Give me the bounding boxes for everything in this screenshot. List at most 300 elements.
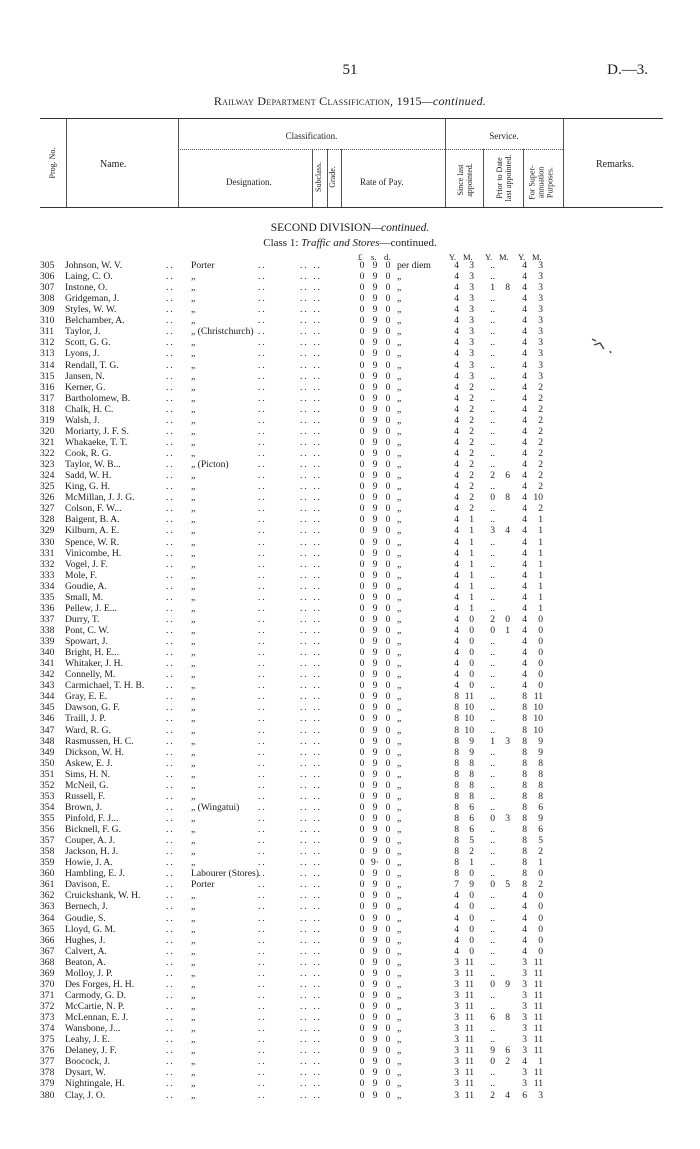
- pay-period: „: [397, 879, 402, 891]
- pay-pounds: 0: [359, 658, 365, 670]
- pay-period: „: [397, 857, 402, 869]
- employee-name: Russell, F.: [65, 790, 106, 802]
- since-last-months: 3: [469, 348, 474, 360]
- leader-dots: ..: [258, 304, 267, 316]
- since-last-years: 8: [454, 868, 459, 880]
- prior-months: 8: [505, 282, 510, 294]
- table-row: [0, 769, 700, 780]
- pay-pence: 0: [385, 923, 391, 935]
- since-last-months: 1: [469, 857, 474, 869]
- pay-shillings: 9: [372, 956, 378, 968]
- pay-shillings: 9: [372, 470, 378, 482]
- designation: „: [191, 547, 196, 559]
- leader-dots: ..: [258, 691, 267, 703]
- table-row: [0, 713, 700, 724]
- since-last-years: 8: [454, 691, 459, 703]
- leader-dots: ..: [258, 591, 267, 603]
- superannuation-months: 1: [538, 857, 543, 869]
- since-last-months: 0: [469, 669, 474, 681]
- designation: „: [191, 779, 196, 791]
- pay-shillings: 9: [372, 459, 378, 471]
- table-row: [0, 802, 700, 813]
- pay-period: „: [397, 868, 402, 880]
- since-last-months: 0: [469, 647, 474, 659]
- superannuation-months: 1: [538, 558, 543, 570]
- prog-no: 311: [40, 326, 55, 338]
- superannuation-years: 8: [522, 713, 527, 725]
- table-row: [0, 758, 700, 769]
- since-last-years: 4: [454, 658, 459, 670]
- superannuation-months: 2: [538, 481, 543, 493]
- since-last-months: 2: [469, 470, 474, 482]
- leader-dots: ..: [166, 392, 175, 404]
- designation: „: [191, 436, 196, 448]
- superannuation-years: 4: [522, 403, 527, 415]
- since-last-years: 4: [454, 282, 459, 294]
- superannuation-years: 4: [522, 315, 527, 327]
- prog-no: 343: [40, 680, 55, 692]
- table-row: [0, 824, 700, 835]
- leader-dots: .. ..: [300, 945, 322, 957]
- pay-pounds: 0: [359, 835, 365, 847]
- prog-no: 317: [40, 392, 55, 404]
- leader-dots: .. ..: [300, 757, 322, 769]
- designation: „: [191, 890, 196, 902]
- employee-name: Jansen, N.: [65, 370, 105, 382]
- since-last-years: 8: [454, 857, 459, 869]
- since-last-years: 3: [454, 1067, 459, 1079]
- table-row: [0, 525, 700, 536]
- superannuation-years: 4: [522, 934, 527, 946]
- leader-dots: .. ..: [300, 459, 322, 471]
- leader-dots: ..: [166, 724, 175, 736]
- prior-months: 8: [505, 1012, 510, 1024]
- prior-months: 9: [505, 978, 510, 990]
- table-row: [0, 537, 700, 548]
- superannuation-years: 8: [522, 702, 527, 714]
- leader-dots: ..: [166, 879, 175, 891]
- superannuation-months: 1: [538, 602, 543, 614]
- pay-period: „: [397, 569, 402, 581]
- pay-pence: 0: [385, 624, 391, 636]
- superannuation-years: 3: [522, 1078, 527, 1090]
- leader-dots: ..: [166, 901, 175, 913]
- since-last-years: 4: [454, 304, 459, 316]
- leader-dots: ..: [166, 558, 175, 570]
- leader-dots: ..: [166, 337, 175, 349]
- leader-dots: ..: [166, 658, 175, 670]
- since-last-months: 0: [469, 658, 474, 670]
- since-last-months: 11: [464, 1045, 474, 1057]
- pay-pounds: 0: [359, 1067, 365, 1079]
- prior-months: 1: [505, 624, 510, 636]
- pay-pounds: 0: [359, 260, 365, 271]
- table-row: [0, 680, 700, 691]
- pay-pounds: 0: [359, 326, 365, 338]
- header-since-last: Since last appointed.: [456, 163, 474, 197]
- pay-pence: 0: [385, 945, 391, 957]
- since-last-months: 11: [464, 1001, 474, 1013]
- superannuation-months: 9: [538, 735, 543, 747]
- employee-name: McCartie, N. P.: [65, 1001, 125, 1013]
- since-last-months: 11: [464, 1034, 474, 1046]
- prior-years: ..: [490, 591, 495, 603]
- header-superannuation: For Super-annuation Purposes.: [527, 165, 555, 200]
- leader-dots: ..: [166, 636, 175, 648]
- prog-no: 355: [40, 813, 55, 824]
- employee-name: Cook, R. G.: [65, 448, 112, 460]
- prog-no: 332: [40, 558, 55, 570]
- since-last-months: 2: [469, 459, 474, 471]
- table-row: [0, 736, 700, 747]
- superannuation-months: 2: [538, 425, 543, 437]
- prior-months: 3: [505, 813, 510, 824]
- since-last-months: 1: [469, 536, 474, 548]
- prog-no: 339: [40, 636, 55, 648]
- superannuation-months: 0: [538, 658, 543, 670]
- leader-dots: .. ..: [300, 525, 322, 537]
- pay-shillings: 9: [372, 1023, 378, 1035]
- designation: „: [191, 680, 196, 692]
- designation: „: [191, 945, 196, 957]
- pay-shillings: 9: [372, 746, 378, 758]
- employee-name: Brown, J.: [65, 801, 103, 813]
- designation: „: [191, 348, 196, 360]
- prog-no: 310: [40, 315, 55, 327]
- leader-dots: ..: [166, 448, 175, 460]
- superannuation-years: 3: [522, 1012, 527, 1024]
- pay-pence: 0: [385, 525, 391, 537]
- leader-dots: .. ..: [300, 1045, 322, 1057]
- since-last-years: 8: [454, 757, 459, 769]
- pay-shillings: 9: [372, 768, 378, 780]
- pay-pence: 0: [385, 1023, 391, 1035]
- leader-dots: ..: [258, 536, 267, 548]
- pay-shillings: 9: [372, 757, 378, 769]
- table-row: [0, 1012, 700, 1023]
- pay-pounds: 0: [359, 669, 365, 681]
- employee-name: Durry, T.: [65, 613, 100, 625]
- superannuation-months: 6: [538, 801, 543, 813]
- header-service: Service.: [489, 131, 519, 141]
- leader-dots: ..: [258, 724, 267, 736]
- prior-years: ..: [490, 790, 495, 802]
- table-row: [0, 1078, 700, 1089]
- header-name: Name.: [100, 159, 127, 170]
- designation: Porter: [191, 879, 215, 891]
- since-last-years: 4: [454, 436, 459, 448]
- designation: „: [191, 934, 196, 946]
- designation: Labourer (Stores): [191, 868, 259, 880]
- superannuation-years: 4: [522, 580, 527, 592]
- employee-name: McMillan, J. J. G.: [65, 492, 135, 504]
- table-row: [0, 614, 700, 625]
- superannuation-years: 4: [522, 591, 527, 603]
- prior-years: ..: [490, 967, 495, 979]
- pay-pence: 0: [385, 602, 391, 614]
- pay-pounds: 0: [359, 503, 365, 515]
- since-last-years: 4: [454, 558, 459, 570]
- superannuation-months: 2: [538, 503, 543, 515]
- pay-pounds: 0: [359, 370, 365, 382]
- employee-name: Goudie, S.: [65, 912, 106, 924]
- prog-no: 335: [40, 591, 55, 603]
- leader-dots: ..: [258, 1012, 267, 1024]
- superannuation-months: 3: [538, 315, 543, 327]
- superannuation-months: 0: [538, 868, 543, 880]
- since-last-months: 10: [464, 724, 474, 736]
- pay-pounds: 0: [359, 448, 365, 460]
- table-row: [0, 879, 700, 890]
- pay-shillings: 9: [372, 680, 378, 692]
- superannuation-months: 10: [533, 713, 543, 725]
- leader-dots: ..: [166, 547, 175, 559]
- employee-name: Moriarty, J. F. S.: [65, 425, 129, 437]
- superannuation-months: 1: [538, 536, 543, 548]
- pay-period: „: [397, 813, 402, 824]
- table-row: [0, 271, 700, 282]
- superannuation-years: 4: [522, 271, 527, 283]
- employee-name: Askew, E. J.: [65, 757, 113, 769]
- header-remarks: Remarks.: [596, 159, 635, 170]
- leader-dots: .. ..: [300, 503, 322, 515]
- since-last-years: 4: [454, 348, 459, 360]
- superannuation-years: 8: [522, 857, 527, 869]
- leader-dots: ..: [166, 1034, 175, 1046]
- pay-shillings: 9: [372, 348, 378, 360]
- leader-dots: .. ..: [300, 989, 322, 1001]
- prior-years: ..: [490, 1034, 495, 1046]
- division-suffix: —continued.: [370, 222, 430, 234]
- pay-pence: 0: [385, 1089, 391, 1101]
- employee-name: Gray, E. E.: [65, 691, 108, 703]
- pay-period: „: [397, 989, 402, 1001]
- leader-dots: .. ..: [300, 713, 322, 725]
- prior-years: ..: [490, 768, 495, 780]
- leader-dots: ..: [258, 757, 267, 769]
- pay-period: „: [397, 669, 402, 681]
- since-last-months: 0: [469, 680, 474, 692]
- prior-years: ..: [490, 824, 495, 836]
- table-row: [0, 581, 700, 592]
- superannuation-months: 0: [538, 912, 543, 924]
- employee-name: Carmody, G. D.: [65, 989, 126, 1001]
- prog-no: 359: [40, 857, 55, 869]
- employee-name: Boocock, J.: [65, 1056, 111, 1068]
- superannuation-years: 4: [522, 636, 527, 648]
- employee-name: Sims, H. N.: [65, 768, 111, 780]
- since-last-years: 4: [454, 647, 459, 659]
- leader-dots: ..: [166, 370, 175, 382]
- pay-period: per diem: [397, 260, 431, 271]
- pay-pence: 0: [385, 1001, 391, 1013]
- pay-shillings: 9: [372, 1001, 378, 1013]
- leader-dots: ..: [258, 713, 267, 725]
- superannuation-years: 4: [522, 414, 527, 426]
- leader-dots: .. ..: [300, 879, 322, 891]
- employee-name: Spowart, J.: [65, 636, 108, 648]
- prog-no: 367: [40, 945, 55, 957]
- superannuation-months: 11: [533, 1001, 543, 1013]
- pay-pounds: 0: [359, 768, 365, 780]
- pay-period: „: [397, 481, 402, 493]
- pay-pence: 0: [385, 680, 391, 692]
- since-last-years: 3: [454, 1078, 459, 1090]
- since-last-years: 3: [454, 1034, 459, 1046]
- leader-dots: ..: [258, 403, 267, 415]
- pay-period: „: [397, 1056, 402, 1068]
- prior-years: ..: [490, 602, 495, 614]
- leader-dots: .. ..: [300, 602, 322, 614]
- since-last-years: 3: [454, 1023, 459, 1035]
- pay-pounds: 0: [359, 1089, 365, 1101]
- since-last-years: 4: [454, 370, 459, 382]
- prog-no: 331: [40, 547, 55, 559]
- pay-pounds: 0: [359, 846, 365, 858]
- prior-years: ..: [490, 934, 495, 946]
- since-last-months: 2: [469, 381, 474, 393]
- class-name: Traffic and Stores: [301, 237, 380, 249]
- since-last-years: 7: [454, 879, 459, 891]
- leader-dots: ..: [166, 624, 175, 636]
- leader-dots: .. ..: [300, 735, 322, 747]
- pay-period: „: [397, 801, 402, 813]
- leader-dots: .. ..: [300, 1067, 322, 1079]
- pay-period: „: [397, 1034, 402, 1046]
- pay-period: „: [397, 735, 402, 747]
- prior-years: ..: [490, 536, 495, 548]
- designation: „: [191, 768, 196, 780]
- leader-dots: ..: [258, 470, 267, 482]
- table-row: [0, 846, 700, 857]
- pay-pounds: 0: [359, 1034, 365, 1046]
- prog-no: 365: [40, 923, 55, 935]
- leader-dots: ..: [166, 1012, 175, 1024]
- employee-name: Calvert, A.: [65, 945, 107, 957]
- designation: „: [191, 293, 196, 305]
- since-last-years: 4: [454, 669, 459, 681]
- superannuation-months: 3: [538, 359, 543, 371]
- leader-dots: ..: [258, 857, 267, 869]
- pay-pounds: 0: [359, 691, 365, 703]
- table-row: [0, 669, 700, 680]
- prior-years: ..: [490, 558, 495, 570]
- leader-dots: ..: [258, 1078, 267, 1090]
- pay-pounds: 0: [359, 591, 365, 603]
- leader-dots: ..: [166, 813, 175, 824]
- unit-pence: d.: [384, 252, 391, 262]
- since-last-months: 6: [469, 824, 474, 836]
- leader-dots: .. ..: [300, 436, 322, 448]
- pay-pounds: 0: [359, 978, 365, 990]
- table-row: [0, 570, 700, 581]
- pay-period: „: [397, 846, 402, 858]
- leader-dots: .. ..: [300, 813, 322, 824]
- since-last-months: 0: [469, 624, 474, 636]
- since-last-months: 9: [469, 746, 474, 758]
- superannuation-months: 0: [538, 647, 543, 659]
- pay-shillings: 9: [372, 658, 378, 670]
- prog-no: 316: [40, 381, 55, 393]
- pay-shillings: 9: [372, 547, 378, 559]
- designation: „: [191, 602, 196, 614]
- prior-years: ..: [490, 425, 495, 437]
- pay-period: „: [397, 934, 402, 946]
- since-last-months: 2: [469, 846, 474, 858]
- prior-years: 2: [490, 470, 495, 482]
- leader-dots: ..: [166, 536, 175, 548]
- pay-shillings: 9: [372, 912, 378, 924]
- pay-pounds: 0: [359, 1001, 365, 1013]
- pay-pounds: 0: [359, 414, 365, 426]
- since-last-months: 11: [464, 1012, 474, 1024]
- superannuation-years: 4: [522, 669, 527, 681]
- since-last-years: 8: [454, 824, 459, 836]
- since-last-years: 4: [454, 414, 459, 426]
- pay-period: „: [397, 978, 402, 990]
- since-last-months: 8: [469, 790, 474, 802]
- superannuation-years: 3: [522, 989, 527, 1001]
- unit-months-3: M.: [532, 252, 542, 262]
- employee-name: Delaney, J. F.: [65, 1045, 117, 1057]
- designation: „: [191, 912, 196, 924]
- pay-pence: 0: [385, 459, 391, 471]
- since-last-years: 8: [454, 801, 459, 813]
- leader-dots: .. ..: [300, 1078, 322, 1090]
- superannuation-months: 1: [538, 569, 543, 581]
- leader-dots: .. ..: [300, 890, 322, 902]
- leader-dots: ..: [258, 271, 267, 283]
- since-last-years: 3: [454, 1056, 459, 1068]
- pay-pounds: 0: [359, 293, 365, 305]
- since-last-years: 4: [454, 326, 459, 338]
- employee-name: Laing, C. O.: [65, 271, 113, 283]
- prior-years: 1: [490, 735, 495, 747]
- pay-pence: 0: [385, 912, 391, 924]
- designation: „: [191, 901, 196, 913]
- pay-period: „: [397, 326, 402, 338]
- superannuation-years: 4: [522, 624, 527, 636]
- leader-dots: ..: [166, 492, 175, 504]
- prior-years: ..: [490, 956, 495, 968]
- pay-period: „: [397, 293, 402, 305]
- superannuation-years: 4: [522, 359, 527, 371]
- pay-pence: 0: [385, 967, 391, 979]
- prior-years: ..: [490, 702, 495, 714]
- pay-pence: 0: [385, 890, 391, 902]
- prog-no: 325: [40, 481, 55, 493]
- leader-dots: ..: [258, 1023, 267, 1035]
- pay-pence: 0: [385, 591, 391, 603]
- pay-pounds: 0: [359, 481, 365, 493]
- prog-no: 376: [40, 1045, 55, 1057]
- superannuation-months: 10: [533, 702, 543, 714]
- pay-period: „: [397, 647, 402, 659]
- prior-years: ..: [490, 315, 495, 327]
- pay-pence: 0: [385, 989, 391, 1001]
- prior-years: ..: [490, 835, 495, 847]
- pay-shillings: 9: [372, 569, 378, 581]
- leader-dots: .. ..: [300, 514, 322, 526]
- since-last-months: 8: [469, 768, 474, 780]
- leader-dots: ..: [166, 1067, 175, 1079]
- pay-shillings: 9: [372, 403, 378, 415]
- superannuation-years: 4: [522, 326, 527, 338]
- table-row: [0, 1023, 700, 1034]
- pay-pence: 0: [385, 381, 391, 393]
- pay-shillings: 9·: [371, 857, 379, 869]
- leader-dots: ..: [258, 989, 267, 1001]
